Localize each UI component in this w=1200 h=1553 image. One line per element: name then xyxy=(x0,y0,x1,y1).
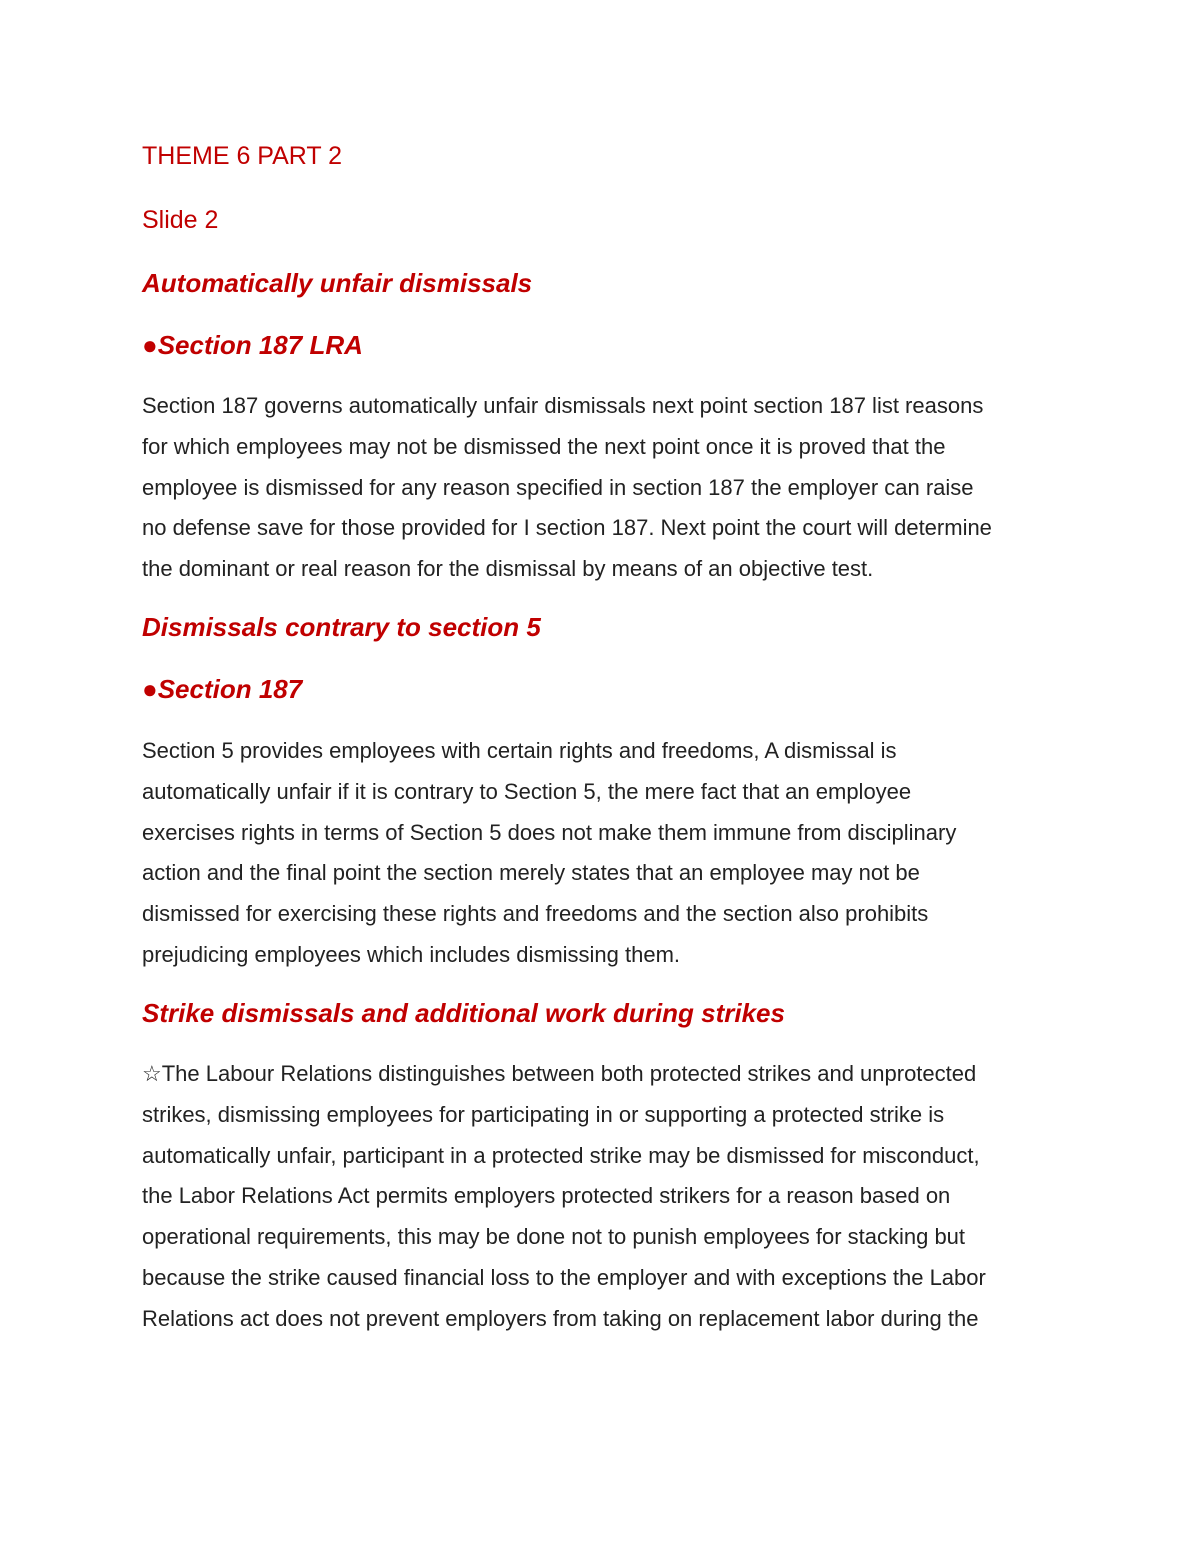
paragraph-line: strikes, dismissing employees for participating in or supporting a protected strike is xyxy=(142,1101,945,1127)
paragraph-line: no defense save for those provided for I section 187. Next point the court will determine xyxy=(142,515,992,541)
paragraph-line: ☆The Labour Relations distinguishes between both protected strikes and unprotected xyxy=(142,1061,977,1086)
paragraph-line: Section 5 provides employees with certain rights and freedoms, A dismissal is xyxy=(142,738,897,763)
section-subheading-section-187-lra: ●Section 187 LRA xyxy=(142,330,363,360)
section-paragraph-contrary-section-5 xyxy=(142,731,1072,976)
paragraph-line: automatically unfair, participant in a protected strike may be dismissed for misconduct, xyxy=(142,1142,980,1168)
document-title: THEME 6 PART 2 xyxy=(142,142,343,170)
paragraph-line: Relations act does not prevent employers from taking on replacement labor during the xyxy=(142,1305,979,1331)
paragraph-line: the Labor Relations Act permits employers protected strikers for a reason based on xyxy=(142,1183,951,1209)
section-heading-strike-dismissals: Strike dismissals and additional work during strikes xyxy=(142,998,785,1028)
paragraph-line: prejudicing employees which includes dismissing them. xyxy=(142,941,681,967)
paragraph-line: dismissed for exercising these rights and freedoms and the section also prohibits xyxy=(142,901,929,927)
section-subheading-section-187: ●Section 187 xyxy=(142,674,303,704)
paragraph-line: operational requirements, this may be done not to punish employees for stacking but xyxy=(142,1224,966,1250)
section-paragraph-automatically-unfair xyxy=(142,386,1072,590)
section-paragraph-strike-dismissals xyxy=(142,1054,1072,1340)
slide-label: Slide 2 xyxy=(142,206,219,234)
paragraph-line: action and the final point the section merely states that an employee may not be xyxy=(142,860,920,886)
paragraph-line: the dominant or real reason for the dismissal by means of an objective test. xyxy=(142,556,874,582)
paragraph-line: automatically unfair if it is contrary to Section 5, the mere fact that an employee xyxy=(142,778,912,804)
paragraph-line: Section 187 governs automatically unfair dismissals next point section 187 list reasons xyxy=(142,393,984,418)
section-heading-automatically-unfair: Automatically unfair dismissals xyxy=(142,268,533,298)
paragraph-line: employee is dismissed for any reason specified in section 187 the employer can raise xyxy=(142,474,974,500)
section-heading-contrary-section-5: Dismissals contrary to section 5 xyxy=(142,612,541,642)
paragraph-line: for which employees may not be dismissed the next point once it is proved that the xyxy=(142,433,946,459)
paragraph-line: exercises rights in terms of Section 5 does not make them immune from disciplinary xyxy=(142,819,957,845)
paragraph-line: because the strike caused financial loss to the employer and with exceptions the Labor xyxy=(142,1264,986,1290)
